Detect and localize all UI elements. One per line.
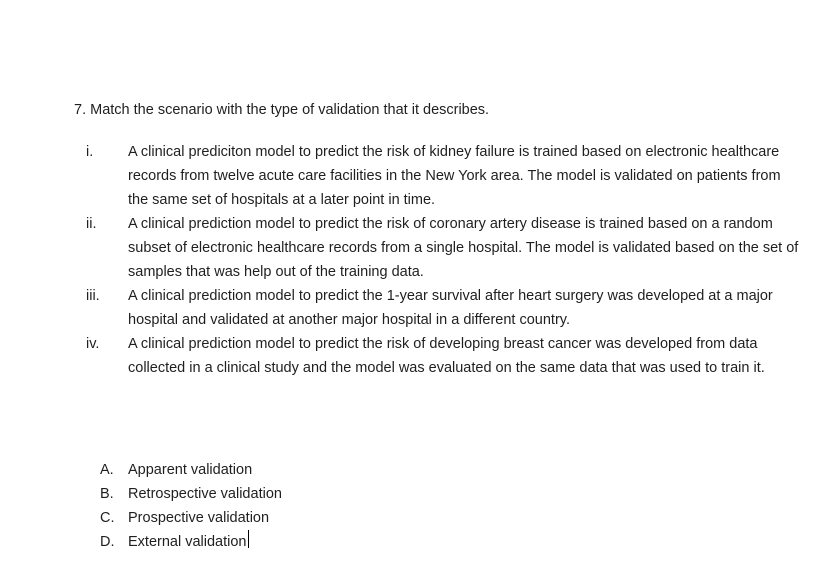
option-letter: B.: [100, 486, 114, 502]
option-label: Apparent validation: [128, 462, 253, 478]
option-item: [100, 530, 282, 554]
scenario-number: ii.: [86, 216, 97, 232]
option-label: Prospective validation: [128, 510, 270, 526]
scenario-item: [0, 140, 824, 212]
scenario-number: iii.: [86, 288, 100, 304]
scenario-number: i.: [86, 144, 94, 160]
option-item: [100, 482, 282, 506]
scenario-item: [0, 284, 824, 332]
scenario-text: A clinical prediction model to predict the 1-year survival after heart surgery was developed at a major hospital and validated at another major hospital in a different country.: [128, 288, 773, 328]
scenario-item: [0, 212, 824, 284]
option-item: [100, 506, 282, 530]
option-letter: C.: [100, 510, 115, 526]
option-letter: D.: [100, 534, 115, 550]
scenario-text: A clinical prediction model to predict the risk of developing breast cancer was developed from data collected in a clinical study and the model was evaluated on the same data that was used to train it.: [128, 336, 765, 376]
scenario-text: A clinical prediction model to predict the risk of coronary artery disease is trained based on a random subset of electronic healthcare records from a single hospital. The model is validated based on the set of samples that was help out of the training data.: [128, 216, 799, 280]
option-letter: A.: [100, 462, 114, 478]
option-label: Retrospective validation: [128, 486, 282, 502]
option-label: External validation: [128, 534, 247, 550]
scenario-text: A clinical prediciton model to predict the risk of kidney failure is trained based on electronic healthcare records from twelve acute care facilities in the New York area. The model is validated on patients from the same set of hospitals at a later point in time.: [128, 144, 781, 208]
question-prompt: 7. Match the scenario with the type of validation that it describes.: [74, 102, 490, 118]
text-cursor: [248, 530, 249, 548]
scenario-number: iv.: [86, 336, 100, 352]
answer-options: [100, 458, 282, 554]
scenario-list: [0, 140, 824, 380]
option-item: [100, 458, 282, 482]
scenario-item: [0, 332, 824, 380]
